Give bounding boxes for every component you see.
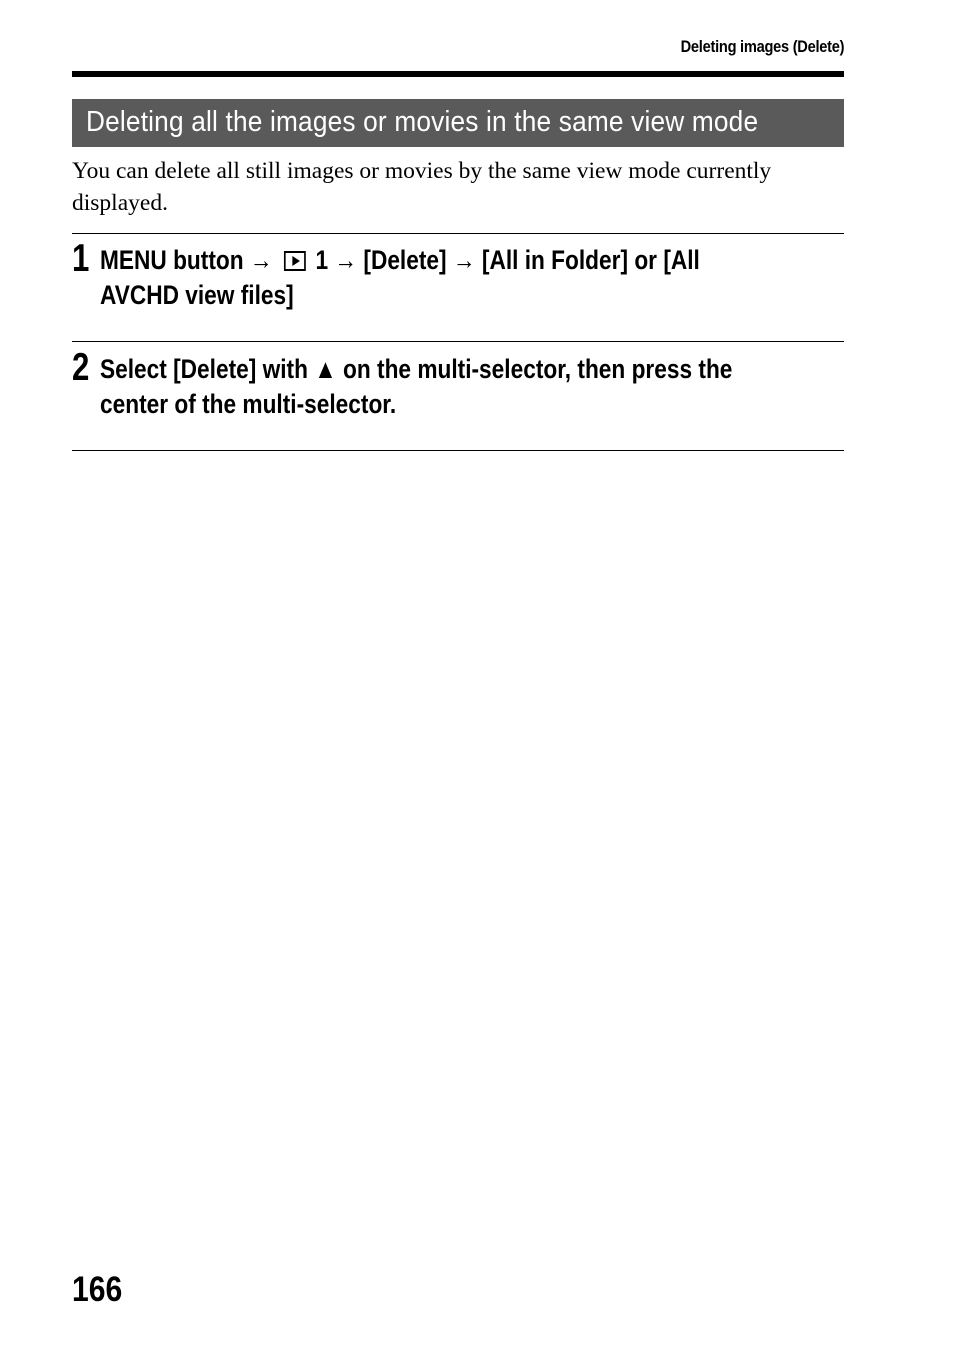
arrow-right-icon: → [334,245,358,275]
intro-paragraph: You can delete all still images or movies by the same view mode currently displayed. [72,158,772,216]
step-number: 2 [72,346,90,389]
section-heading-bar [72,99,844,147]
step-divider [72,233,844,234]
step-number: 1 [72,237,90,280]
menu-button-label: MENU button [100,245,244,275]
page-number: 166 [72,1270,123,1309]
step-text-line: center of the multi-selector. [100,389,397,419]
arrow-right-icon: → [452,245,476,275]
step-text [100,352,827,422]
arrow-right-icon: → [249,245,273,275]
option-label: [All in Folder] or [All [481,245,700,275]
section-heading: Deleting all the images or movies in the same view mode [86,106,759,138]
option-label-continued: AVCHD view files] [100,280,294,310]
running-header: Deleting images (Delete) [680,37,844,56]
step-divider [72,341,844,342]
tab-number: 1 [315,245,329,275]
step-text [100,243,827,313]
header-rule [72,71,844,77]
delete-label: [Delete] [363,245,447,275]
playback-icon [284,251,306,271]
step-divider [72,450,844,451]
step-text-line: Select [Delete] with ▲ on the multi-selector, then press the [100,354,733,384]
